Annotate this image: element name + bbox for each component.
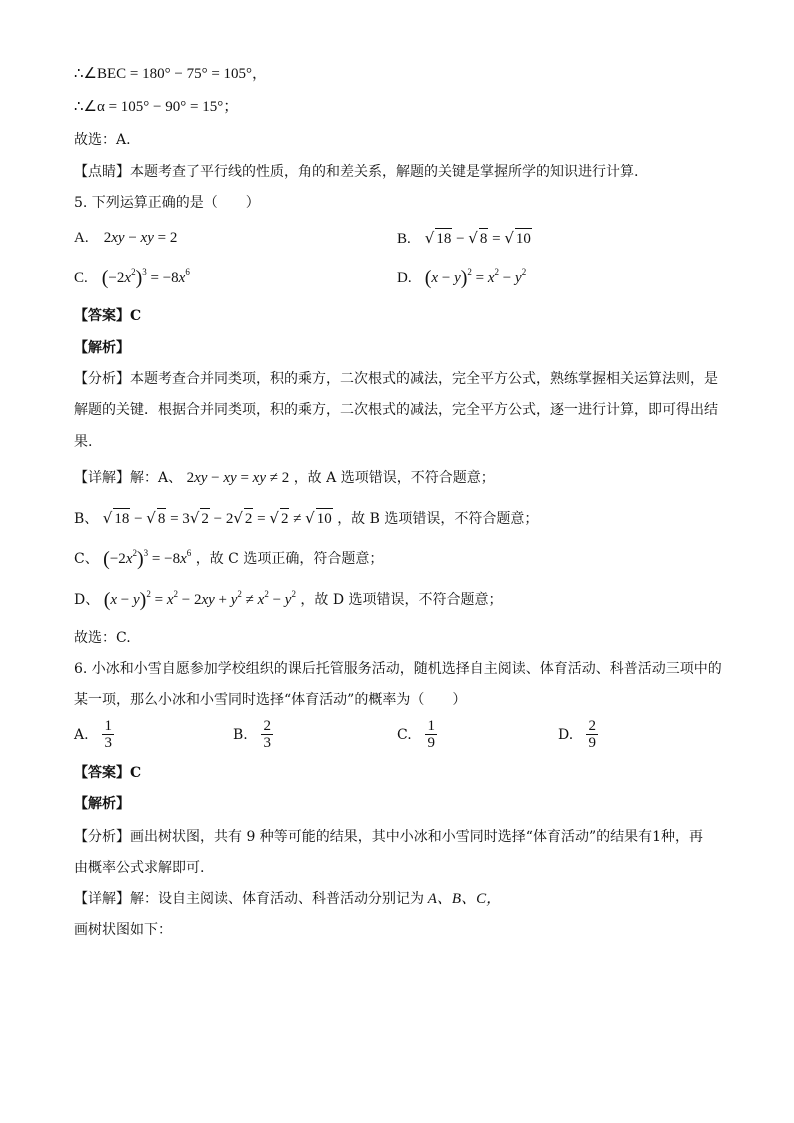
q6-option-b-numerator: 2 — [263, 718, 271, 734]
question-6-stem-line-1: 6. 小冰和小雪自愿参加学校组织的课后托管服务活动，随机选择自主阅读、体育活动、科普活动三项中的 — [74, 661, 722, 677]
q5-option-d-label: D. — [397, 270, 412, 286]
q6-option-c-denominator: 9 — [427, 735, 435, 751]
q5-option-b-label: B. — [397, 231, 411, 247]
q5-option-b — [397, 228, 532, 249]
q5-fenxi-line-1: 【分析】本题考查合并同类项，积的乘方，二次根式的减法，完全平方公式，熟练掌握相关运算法则，是 — [74, 371, 718, 387]
q5-fenxi-line-3: 果. — [74, 434, 93, 450]
q5-xiangjie-b-suffix: ，故 B 选项错误，不符合题意； — [337, 511, 539, 527]
q5-choose: 故选：C. — [74, 630, 131, 646]
q5-xiangjie-d-expr: $(x - y)^2 = x^2 - 2xy + y^2 \ne x^2 - y^2$ — [103, 589, 296, 611]
q5-xiangjie-b-expr: √ 18 − √ 8 = 3√ 2 − 2√ 2 = √ 2 ≠ √ 10 — [102, 509, 332, 527]
q6-xiangjie — [74, 889, 501, 909]
q5-xiangjie-b — [74, 508, 538, 529]
q5-xiangjie-a-expr: 2xy − xy = xy ≠ 2 — [186, 470, 290, 486]
q6-option-c — [397, 718, 437, 751]
q5-option-c — [74, 268, 190, 288]
q5-xiangjie-a-suffix: ，故 A 选项错误，不符合题意； — [293, 470, 495, 486]
q5-xiangjie-d — [74, 590, 503, 610]
q6-option-b-fraction — [261, 718, 273, 751]
q6-option-a-label: A. — [74, 726, 89, 743]
q6-tree-intro: 画树状图如下： — [74, 922, 172, 938]
q6-option-d-label: D. — [558, 726, 574, 743]
q5-option-a-expr: 2xy − xy = 2 — [103, 230, 178, 246]
q6-answer: 【答案】C — [74, 765, 142, 781]
q6-option-c-fraction — [425, 718, 437, 751]
q5-xiangjie-a-prefix: 【详解】解：A、 — [74, 470, 183, 486]
question-5-stem: 5. 下列运算正确的是（ ） — [74, 195, 260, 211]
q6-option-d-numerator: 2 — [588, 718, 596, 734]
choice-line: 故选：A. — [74, 132, 131, 148]
q5-xiangjie-a — [74, 468, 495, 488]
q5-option-d-expr: $(x - y)^2 = x^2 - y^2$ — [424, 267, 527, 289]
q5-option-c-label: C. — [74, 270, 88, 286]
q6-option-b-label: B. — [233, 726, 248, 743]
q6-option-a-fraction — [102, 718, 114, 751]
therefore-line-alpha: ∴∠α = 105° − 90° = 15°； — [74, 99, 239, 115]
q6-option-b-denominator: 3 — [263, 735, 271, 751]
q6-option-d-fraction — [586, 718, 598, 751]
q5-fenxi-line-2: 解题的关键．根据合并同类项，积的乘方，二次根式的减法，完全平方公式，逐一进行计算，即可得出结 — [74, 402, 718, 418]
q6-option-d — [558, 718, 598, 751]
q6-option-d-denominator: 9 — [588, 735, 596, 751]
q5-answer: 【答案】C — [74, 308, 142, 324]
question-6-stem-line-2: 某一项，那么小冰和小雪同时选择“体育活动”的概率为（ ） — [74, 692, 467, 708]
q5-option-a — [74, 228, 177, 248]
q5-jiexi-heading: 【解析】 — [74, 340, 130, 356]
q6-option-b — [233, 718, 273, 751]
q5-xiangjie-c — [74, 549, 383, 569]
dianjing-note: 【点睛】本题考查了平行线的性质，角的和差关系，解题的关键是掌握所学的知识进行计算. — [74, 164, 639, 180]
therefore-line-bec: ∴∠BEC = 180° − 75° = 105°， — [74, 66, 268, 82]
q6-option-a-numerator: 1 — [104, 718, 112, 734]
q5-option-c-expr: $(-2x^2)^3 = -8x^6$ — [101, 267, 190, 289]
q5-xiangjie-c-expr: $(-2x^2)^3 = -8x^6$ — [103, 548, 192, 570]
q5-option-d — [397, 268, 526, 288]
q6-option-a — [74, 718, 114, 751]
q5-option-b-expr: √ 18 − √ 8 = √ 10 — [424, 229, 531, 247]
q6-option-c-label: C. — [397, 726, 412, 743]
q6-fenxi-line-1: 【分析】画出树状图，共有 9 种等可能的结果，其中小冰和小雪同时选择“体育活动”的结果有1种，再 — [74, 829, 704, 845]
q5-option-a-label: A. — [74, 230, 89, 246]
q6-jiexi-heading: 【解析】 — [74, 796, 130, 812]
q5-xiangjie-c-suffix: ，故 C 选项正确，符合题意； — [195, 551, 384, 567]
q6-xiangjie-vars: A、B、C， — [424, 891, 502, 907]
q6-option-c-numerator: 1 — [427, 718, 435, 734]
q5-xiangjie-d-suffix: ，故 D 选项错误，不符合题意； — [300, 592, 503, 608]
q5-xiangjie-b-prefix: B、 — [74, 511, 99, 527]
q5-xiangjie-c-prefix: C、 — [74, 551, 99, 567]
q6-xiangjie-prefix: 【详解】解：设自主阅读、体育活动、科普活动分别记为 — [74, 891, 424, 907]
q6-fenxi-line-2: 由概率公式求解即可. — [74, 860, 205, 876]
q6-option-a-denominator: 3 — [104, 735, 112, 751]
q5-xiangjie-d-prefix: D、 — [74, 592, 100, 608]
